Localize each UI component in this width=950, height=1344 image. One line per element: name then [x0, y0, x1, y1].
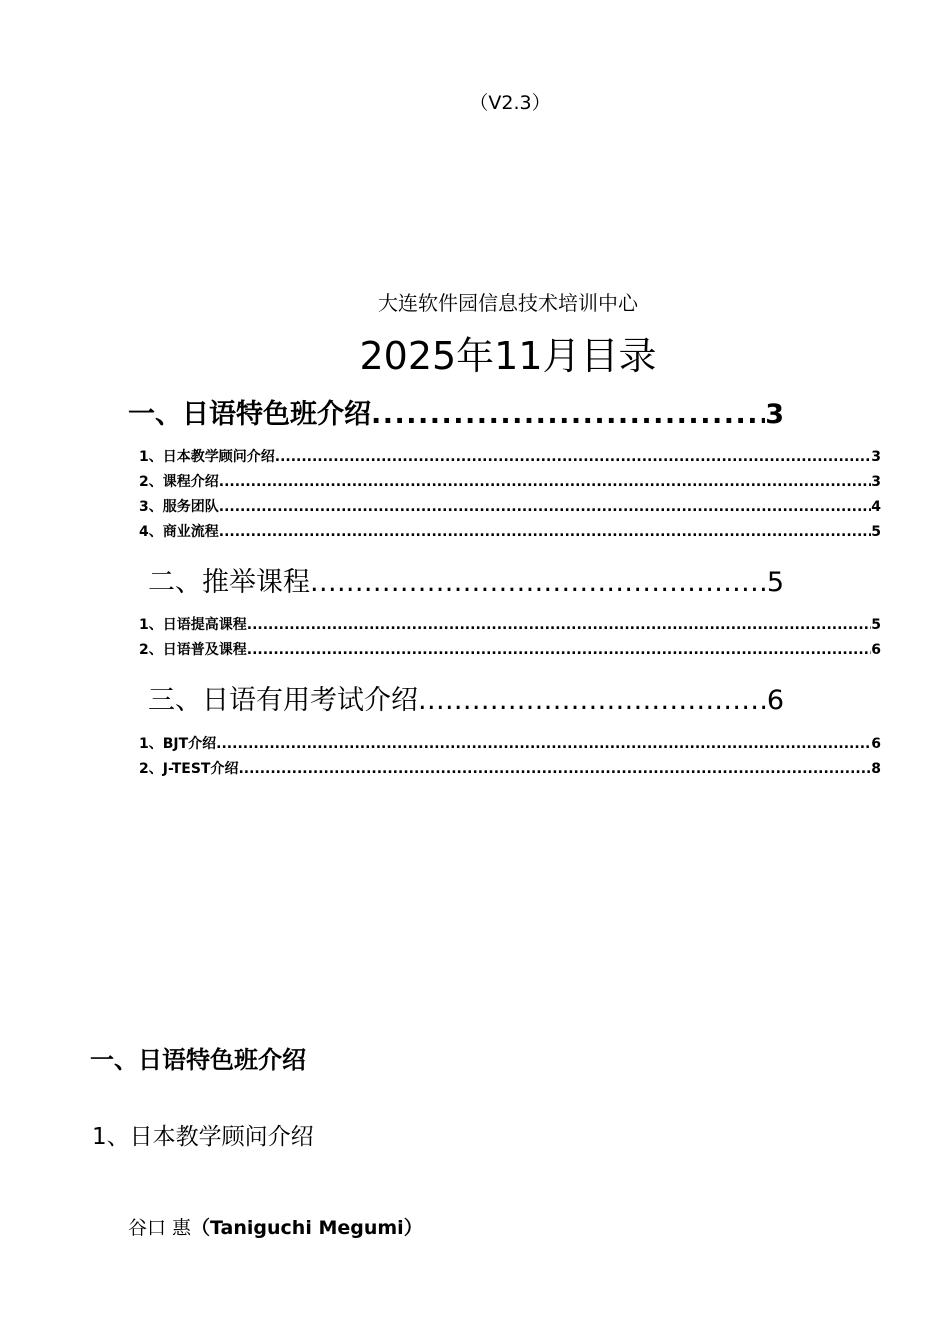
toc-item-2-1[interactable] — [139, 614, 881, 634]
version-label: （V2.3） — [469, 92, 551, 114]
toc-item-label: 1、日语提高课程 — [139, 617, 247, 633]
toc-item-3-1[interactable] — [139, 733, 881, 753]
toc-page-number: 4 — [871, 499, 881, 515]
document-title: 2025年11月目录 — [359, 334, 657, 378]
toc-leader-dots — [247, 642, 872, 658]
toc-item-label: 2、日语普及课程 — [139, 642, 247, 658]
toc-page-number: 6 — [766, 685, 784, 716]
toc-item-1-2[interactable] — [139, 471, 881, 491]
toc-page-number: 5 — [871, 524, 881, 540]
toc-leader-dots — [310, 567, 767, 598]
toc-page-number: 6 — [871, 642, 881, 658]
toc-item-1-3[interactable] — [139, 496, 881, 516]
toc-leader-dots — [219, 524, 872, 540]
advisor-name — [128, 1213, 423, 1240]
toc-leader-dots — [418, 685, 767, 716]
organization-name: 大连软件园信息技术培训中心 — [378, 291, 638, 315]
toc-item-3-2[interactable] — [139, 758, 881, 778]
toc-leader-dots — [238, 761, 871, 777]
toc-page-number: 3 — [871, 474, 881, 490]
toc-section-2[interactable] — [148, 560, 784, 599]
subsection-heading: 1、日本教学顾问介绍 — [92, 1124, 314, 1150]
toc-section-label: 三、日语有用考试介绍 — [148, 685, 418, 716]
toc-page-number: 3 — [871, 449, 881, 465]
toc-leader-dots — [275, 449, 872, 465]
toc-item-label: 2、J-TEST介绍 — [139, 761, 239, 777]
toc-item-2-2[interactable] — [139, 639, 881, 659]
toc-item-label: 1、日本教学顾问介绍 — [139, 449, 275, 465]
toc-page-number: 3 — [765, 399, 784, 430]
toc-leader-dots — [247, 617, 872, 633]
toc-section-label: 一、日语特色班介绍 — [128, 399, 371, 430]
toc-section-1[interactable] — [128, 392, 784, 431]
advisor-name-cjk: 谷口 惠 — [128, 1217, 192, 1239]
toc-section-3[interactable] — [148, 678, 784, 717]
toc-item-label: 4、商业流程 — [139, 524, 219, 540]
toc-leader-dots — [219, 474, 872, 490]
toc-leader-dots — [371, 399, 765, 430]
toc-item-1-1[interactable] — [139, 446, 881, 466]
toc-page-number: 5 — [766, 567, 784, 598]
toc-item-label: 1、BJT介绍 — [139, 736, 217, 752]
toc-item-1-4[interactable] — [139, 521, 881, 541]
toc-section-label: 二、推举课程 — [148, 567, 310, 598]
toc-leader-dots — [216, 736, 871, 752]
toc-leader-dots — [219, 499, 872, 515]
advisor-name-latin: （Taniguchi Megumi） — [191, 1217, 423, 1239]
section-heading: 一、日语特色班介绍 — [90, 1046, 306, 1074]
toc-item-label: 2、课程介绍 — [139, 474, 219, 490]
toc-page-number: 8 — [871, 761, 881, 777]
toc-item-label: 3、服务团队 — [139, 499, 219, 515]
toc-page-number: 6 — [871, 736, 881, 752]
toc-page-number: 5 — [871, 617, 881, 633]
